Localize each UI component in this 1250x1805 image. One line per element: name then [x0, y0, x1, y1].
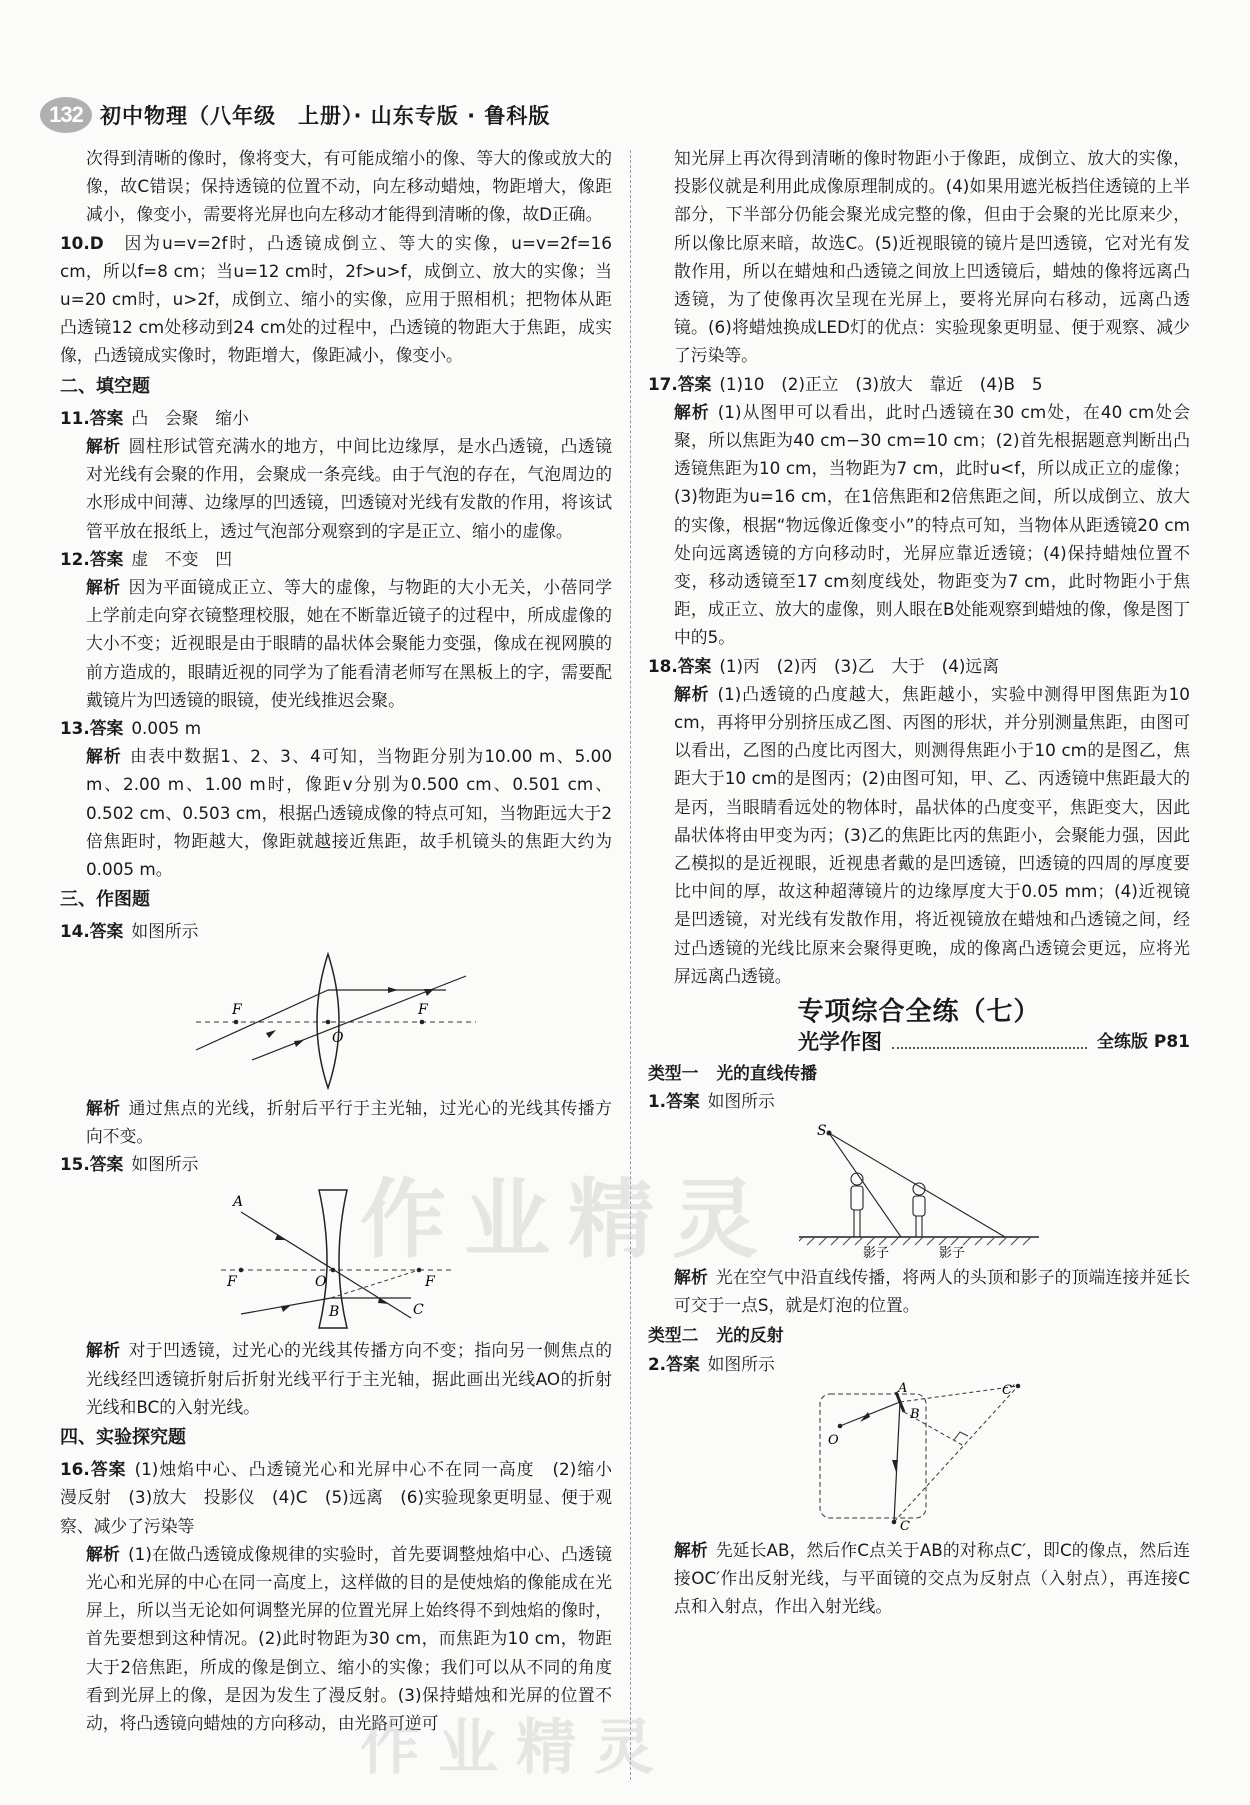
person-right — [913, 1183, 925, 1237]
label-O: O — [828, 1432, 839, 1448]
book-title: 初中物理（八年级 上册）· 山东专版 · 鲁科版 — [100, 104, 551, 128]
answer-label: 答案 — [89, 718, 124, 739]
answer-label: 答案 — [677, 655, 712, 676]
continued-paragraph: 知光屏上再次得到清晰的像时物距小于像距，成倒立、放大的实像，投影仪就是利用此成像原理制成的。(4)如果用遮光板挡住透镜的上半部分，下半部分仍能会聚光成完整的像，但由于会聚的光比原来少，所以像比原来暗，故选C。(5)近视眼镜的镜片是凹透镜，它对光有发散作用，所以在蜡烛和凸透镜之间放上凹透镜后，蜡烛的像将远离凸透镜，为了使像再次呈现在光屏上，要将光屏向右移动，远离凸透镜。(6)将蜡烛换成LED灯的优点：实验现象更明显、便于观察、减少了污染等。 — [674, 148, 1190, 366]
q13-analysis: 由表中数据1、2、3、4可知，当物距分别为10.00 m、5.00 m、2.00 m、1.00 m时，像距v分别为0.500 cm、0.501 cm、0.502 cm、0.503 cm，根据凸透镜成像的特点可知，当物距远大于2倍焦距时，物距越大，像距就越接近焦距，故手机镜头的焦距大约为0.005 m。 — [86, 746, 612, 880]
label-F-left: F — [232, 1001, 242, 1018]
label-O: O — [332, 1029, 344, 1046]
answer-label: 答案 — [89, 1154, 124, 1175]
q13-answer: 0.005 m — [131, 718, 202, 739]
q11-analysis: 圆柱形试管充满水的地方，中间比边缘厚，是水凸透镜，凸透镜对光线有会聚的作用，会聚成一条亮线。由于气泡的存在，气泡周边的水形成中间薄、边缘厚的凹透镜，凹透镜对光线有发散的作用，将该试管平放在报纸上，透过气泡部分观察到的字是正立、缩小的虚像。 — [86, 436, 612, 541]
q18-analysis: (1)凸透镜的凸度越大，焦距越小，实验中测得甲图焦距为10 cm，再将甲分别挤压成乙图、丙图的形状，并分别测量焦距，由图可以看出，乙图的凸度比丙图大，则测得焦距小于10 cm的是图乙，焦距大于10 cm的是图丙；(2)由图可知，甲、乙、丙透镜中焦距最大的是丙，当眼睛看远处的物体时，晶状体的凸度变平，焦距变大，因此晶状体将由甲变为丙；(3)乙的焦距比丙的焦距小，会聚能力强，因此乙模拟的是近视眼，近视患者戴的是凹透镜，凹透镜的四周的厚度要比中间的厚，故这种超薄镜片的边缘厚度大于0.05 mm；(4)近视镜是凹透镜，对光线有发散作用，将近视镜放在蜡烛和凸透镜之间，经过凸透镜的光线比原来会聚得更晚，成的像离凸透镜会更远，应将光屏远离凸透镜。 — [674, 683, 1190, 986]
q17-number: 17. — [648, 373, 678, 394]
point-C-prime — [1016, 1383, 1021, 1388]
label-A: A — [898, 1381, 908, 1396]
column-divider — [630, 150, 631, 1780]
q16 — [60, 1455, 629, 1737]
concave-lens-diagram — [221, 1182, 451, 1332]
label-B: B — [910, 1406, 920, 1422]
q12-answer: 虚 不变 凹 — [131, 548, 233, 569]
label-A: A — [233, 1194, 244, 1211]
q16-number: 16. — [60, 1459, 90, 1480]
answer-label: 答案 — [666, 1090, 700, 1111]
watermark-center: 作业精灵 — [360, 1169, 776, 1270]
q2-number: 2. — [648, 1353, 667, 1374]
label-C: C — [900, 1518, 910, 1532]
line-to-C-prime — [900, 1386, 1018, 1402]
label-shadow-2: 影子 — [939, 1245, 966, 1259]
special-q2 — [648, 1350, 1190, 1621]
q17-answer: (1)10 (2)正立 (3)放大 靠近 (4)B 5 — [719, 373, 1043, 394]
q18-number: 18. — [648, 655, 678, 676]
q12-analysis: 因为平面镜成正立、等大的虚像，与物距的大小无关，小蓓同学上学前走向穿衣镜整理校服，她在不断靠近镜子的过程中，所成虚像的大小不变；近视眼是由于眼睛的晶状体会聚能力变强，像成在视网膜的前方造成的，眼睛近视的同学为了能看清老师写在黑板上的字，需要配戴镜片为凹透镜的眼镜，使光线推迟会聚。 — [86, 577, 612, 710]
q17 — [648, 370, 1190, 652]
q18 — [648, 652, 1190, 990]
answer-label: 答案 — [89, 1459, 127, 1480]
q2-analysis: 先延长AB，然后作C点关于AB的对称点C′，即C的像点，然后连接OC′作出反射光线，与平面镜的交点为反射点（入射点），再连接C点和入射点，作出入射光线。 — [674, 1539, 1190, 1617]
q1-analysis: 光在空气中沿直线传播，将两人的头顶和影子的顶端连接并延长可交于一点S，就是灯泡的位置。 — [674, 1266, 1190, 1316]
label-O: O — [315, 1274, 327, 1291]
analysis-label: 解析 — [86, 577, 121, 598]
ray-through-center — [252, 976, 466, 1060]
arrow — [388, 987, 398, 993]
analysis-label: 解析 — [86, 746, 123, 767]
analysis-label: 解析 — [674, 401, 710, 422]
arrow — [294, 1040, 304, 1047]
analysis-label: 解析 — [674, 1266, 708, 1287]
leader-dots — [892, 1035, 1087, 1049]
type-label: 类型一 — [648, 1062, 699, 1083]
type-name: 光的反射 — [716, 1325, 784, 1346]
label-C-prime: C′ — [1002, 1382, 1015, 1398]
q15-analysis: 对于凹透镜，过光心的光线其传播方向不变；指向另一侧焦点的光线经凹透镜折射后折射光线平行于主光轴，据此画出光线AO的折射光线和BC的入射光线。 — [86, 1340, 612, 1417]
focus-point-right — [420, 1019, 425, 1024]
arrow — [378, 1298, 389, 1304]
q10 — [60, 229, 612, 370]
person-left — [851, 1173, 863, 1237]
shadow-diagram — [799, 1119, 1039, 1259]
q13-number: 13. — [60, 718, 90, 739]
reflected-ray — [840, 1402, 900, 1426]
right-angle-mark — [954, 1432, 968, 1440]
q11-number: 11. — [60, 407, 90, 428]
q14 — [60, 917, 612, 1150]
q2-answer: 如图所示 — [707, 1353, 775, 1374]
q14-number: 14. — [60, 921, 90, 942]
q12-number: 12. — [60, 548, 90, 569]
q10-number: 10.D — [60, 232, 104, 253]
page-number: 132 — [40, 97, 92, 133]
label-B: B — [329, 1304, 340, 1321]
arrow — [424, 989, 434, 996]
ground-hatching — [799, 1237, 1031, 1245]
label-C: C — [413, 1302, 424, 1319]
topic-page-ref: 全练版 P81 — [1096, 1032, 1190, 1053]
label-S: S — [817, 1122, 827, 1139]
arrow — [281, 1305, 291, 1312]
special-section-title: 专项综合全练（七） — [797, 997, 1041, 1028]
focus-point-left — [234, 1019, 239, 1024]
topic-name: 光学作图 — [798, 1030, 882, 1055]
analysis-label: 解析 — [86, 1543, 121, 1564]
answer-label: 答案 — [677, 373, 712, 394]
arrow — [266, 1030, 276, 1038]
q14-answer: 如图所示 — [131, 921, 199, 942]
analysis-label: 解析 — [674, 1539, 708, 1560]
page-header — [40, 92, 550, 138]
label-F-left: F — [227, 1274, 237, 1291]
analysis-label: 解析 — [86, 1097, 121, 1118]
q18-answer: (1)丙 (2)丙 (3)乙 大于 (4)远离 — [719, 655, 999, 676]
topic-bar — [648, 1028, 1190, 1056]
continued-paragraph: 次得到清晰的像时，像将变大，有可能成缩小的像、等大的像或放大的像，故C错误；保持透镜的位置不动，向左移动蜡烛，物距增大，像距减小，像变小，需要将光屏也向左移动才能得到清晰的像，故D正确。 — [86, 148, 612, 225]
left-column — [60, 144, 629, 1737]
q13 — [60, 714, 612, 883]
ray-through-focus-in — [196, 990, 328, 1050]
answer-label: 答案 — [89, 921, 124, 942]
section-drawing: 三、作图题 — [60, 889, 150, 911]
point-O — [838, 1423, 843, 1428]
focus-point-left — [239, 1268, 244, 1273]
answer-label: 答案 — [666, 1353, 700, 1374]
q11-answer: 凸 会聚 缩小 — [131, 407, 249, 428]
ray-to-shadow1 — [829, 1133, 901, 1237]
q16-answer: (1)烛焰中心、凸透镜光心和光屏中心不在同一高度 (2)缩小 漫反射 (3)放大 投影仪 (4)C (5)远离 (6)实验现象更明显、便于观察、减少了污染等 — [60, 1459, 629, 1536]
analysis-label: 解析 — [674, 683, 710, 704]
q10-text: 因为u=v=2f时，凸透镜成倒立、等大的实像，u=v=2f=16 cm，所以f=8 cm；当u=12 cm时，2f>u>f，成倒立、放大的实像；当u=20 cm时，u>2f，成倒立、缩小的实像，应用于照相机；把物体从距凸透镜12 cm处移动到24 cm处的过程中，凸透镜的物距大于焦距，成实像，凸透镜成实像时，物距增大，像距减小，像变小。 — [60, 232, 612, 366]
optical-center — [326, 1019, 331, 1024]
q17-analysis: (1)从图甲可以看出，此时凸透镜在30 cm处，在40 cm处会聚，所以焦距为40 cm−30 cm=10 cm；(2)首先根据题意判断出凸透镜焦距为10 cm，当物距为7 cm，此时u<f，所以成正立的虚像；(3)物距为u=16 cm，在1倍焦距和2倍焦距之间，所以成倒立、放大的实像，根据“物远像近像变小”的特点可知，当物体从距透镜20 cm处向远离透镜的方向移动时，光屏应靠近透镜；(4)保持蜡烛位置不变，移动透镜至17 cm刻度线处，物距变为7 cm，此时物距小于焦距，成正立、放大的虚像，则人眼在B处能观察到蜡烛的像，像是图丁中的5。 — [674, 401, 1190, 648]
q1-answer: 如图所示 — [707, 1090, 775, 1111]
special-q1 — [648, 1087, 1190, 1320]
analysis-label: 解析 — [86, 1340, 121, 1361]
type-two-heading — [648, 1321, 1190, 1349]
q11 — [60, 404, 612, 545]
answer-label: 答案 — [89, 548, 124, 569]
reflection-diagram — [814, 1382, 1024, 1532]
q15-answer: 如图所示 — [131, 1154, 199, 1175]
ray-extension-to-F — [331, 1270, 419, 1298]
type-name: 光的直线传播 — [716, 1062, 818, 1083]
label-shadow-1: 影子 — [863, 1245, 890, 1259]
analysis-label: 解析 — [86, 436, 121, 457]
q14-analysis: 通过焦点的光线，折射后平行于主光轴，过光心的光线其传播方向不变。 — [86, 1097, 612, 1146]
type-one-heading — [648, 1059, 1190, 1087]
section-experiment: 四、实验探究题 — [60, 1426, 186, 1448]
q1-number: 1. — [648, 1090, 667, 1111]
convex-lens-diagram — [196, 950, 476, 1090]
section-fill-blank: 二、填空题 — [60, 375, 150, 397]
point-C — [892, 1519, 897, 1524]
answer-label: 答案 — [89, 407, 124, 428]
label-F-right: F — [418, 1001, 428, 1018]
watermark-bottom: 作业精灵 — [360, 1713, 672, 1783]
q12 — [60, 545, 612, 714]
q15 — [60, 1150, 612, 1421]
q16-analysis: (1)在做凸透镜成像规律的实验时，首先要调整烛焰中心、凸透镜光心和光屏的中心在同一高度上，这样做的目的是使烛焰的像能成在光屏上，所以当无论如何调整光屏的位置光屏上始终得不到烛焰的像时，首先要想到这种情况。(2)此时物距为30 cm，而焦距为10 cm，物距大于2倍焦距，所成的像是倒立、缩小的实像；我们可以从不同的角度看到光屏上的像，是因为发生了漫反射。(3)保持蜡烛和光屏的位置不动，将凸透镜向蜡烛的方向移动，由光路可逆可 — [86, 1543, 612, 1733]
right-column — [648, 144, 1190, 1620]
label-F-right: F — [425, 1274, 435, 1291]
type-label: 类型二 — [648, 1325, 699, 1346]
q15-number: 15. — [60, 1154, 90, 1175]
